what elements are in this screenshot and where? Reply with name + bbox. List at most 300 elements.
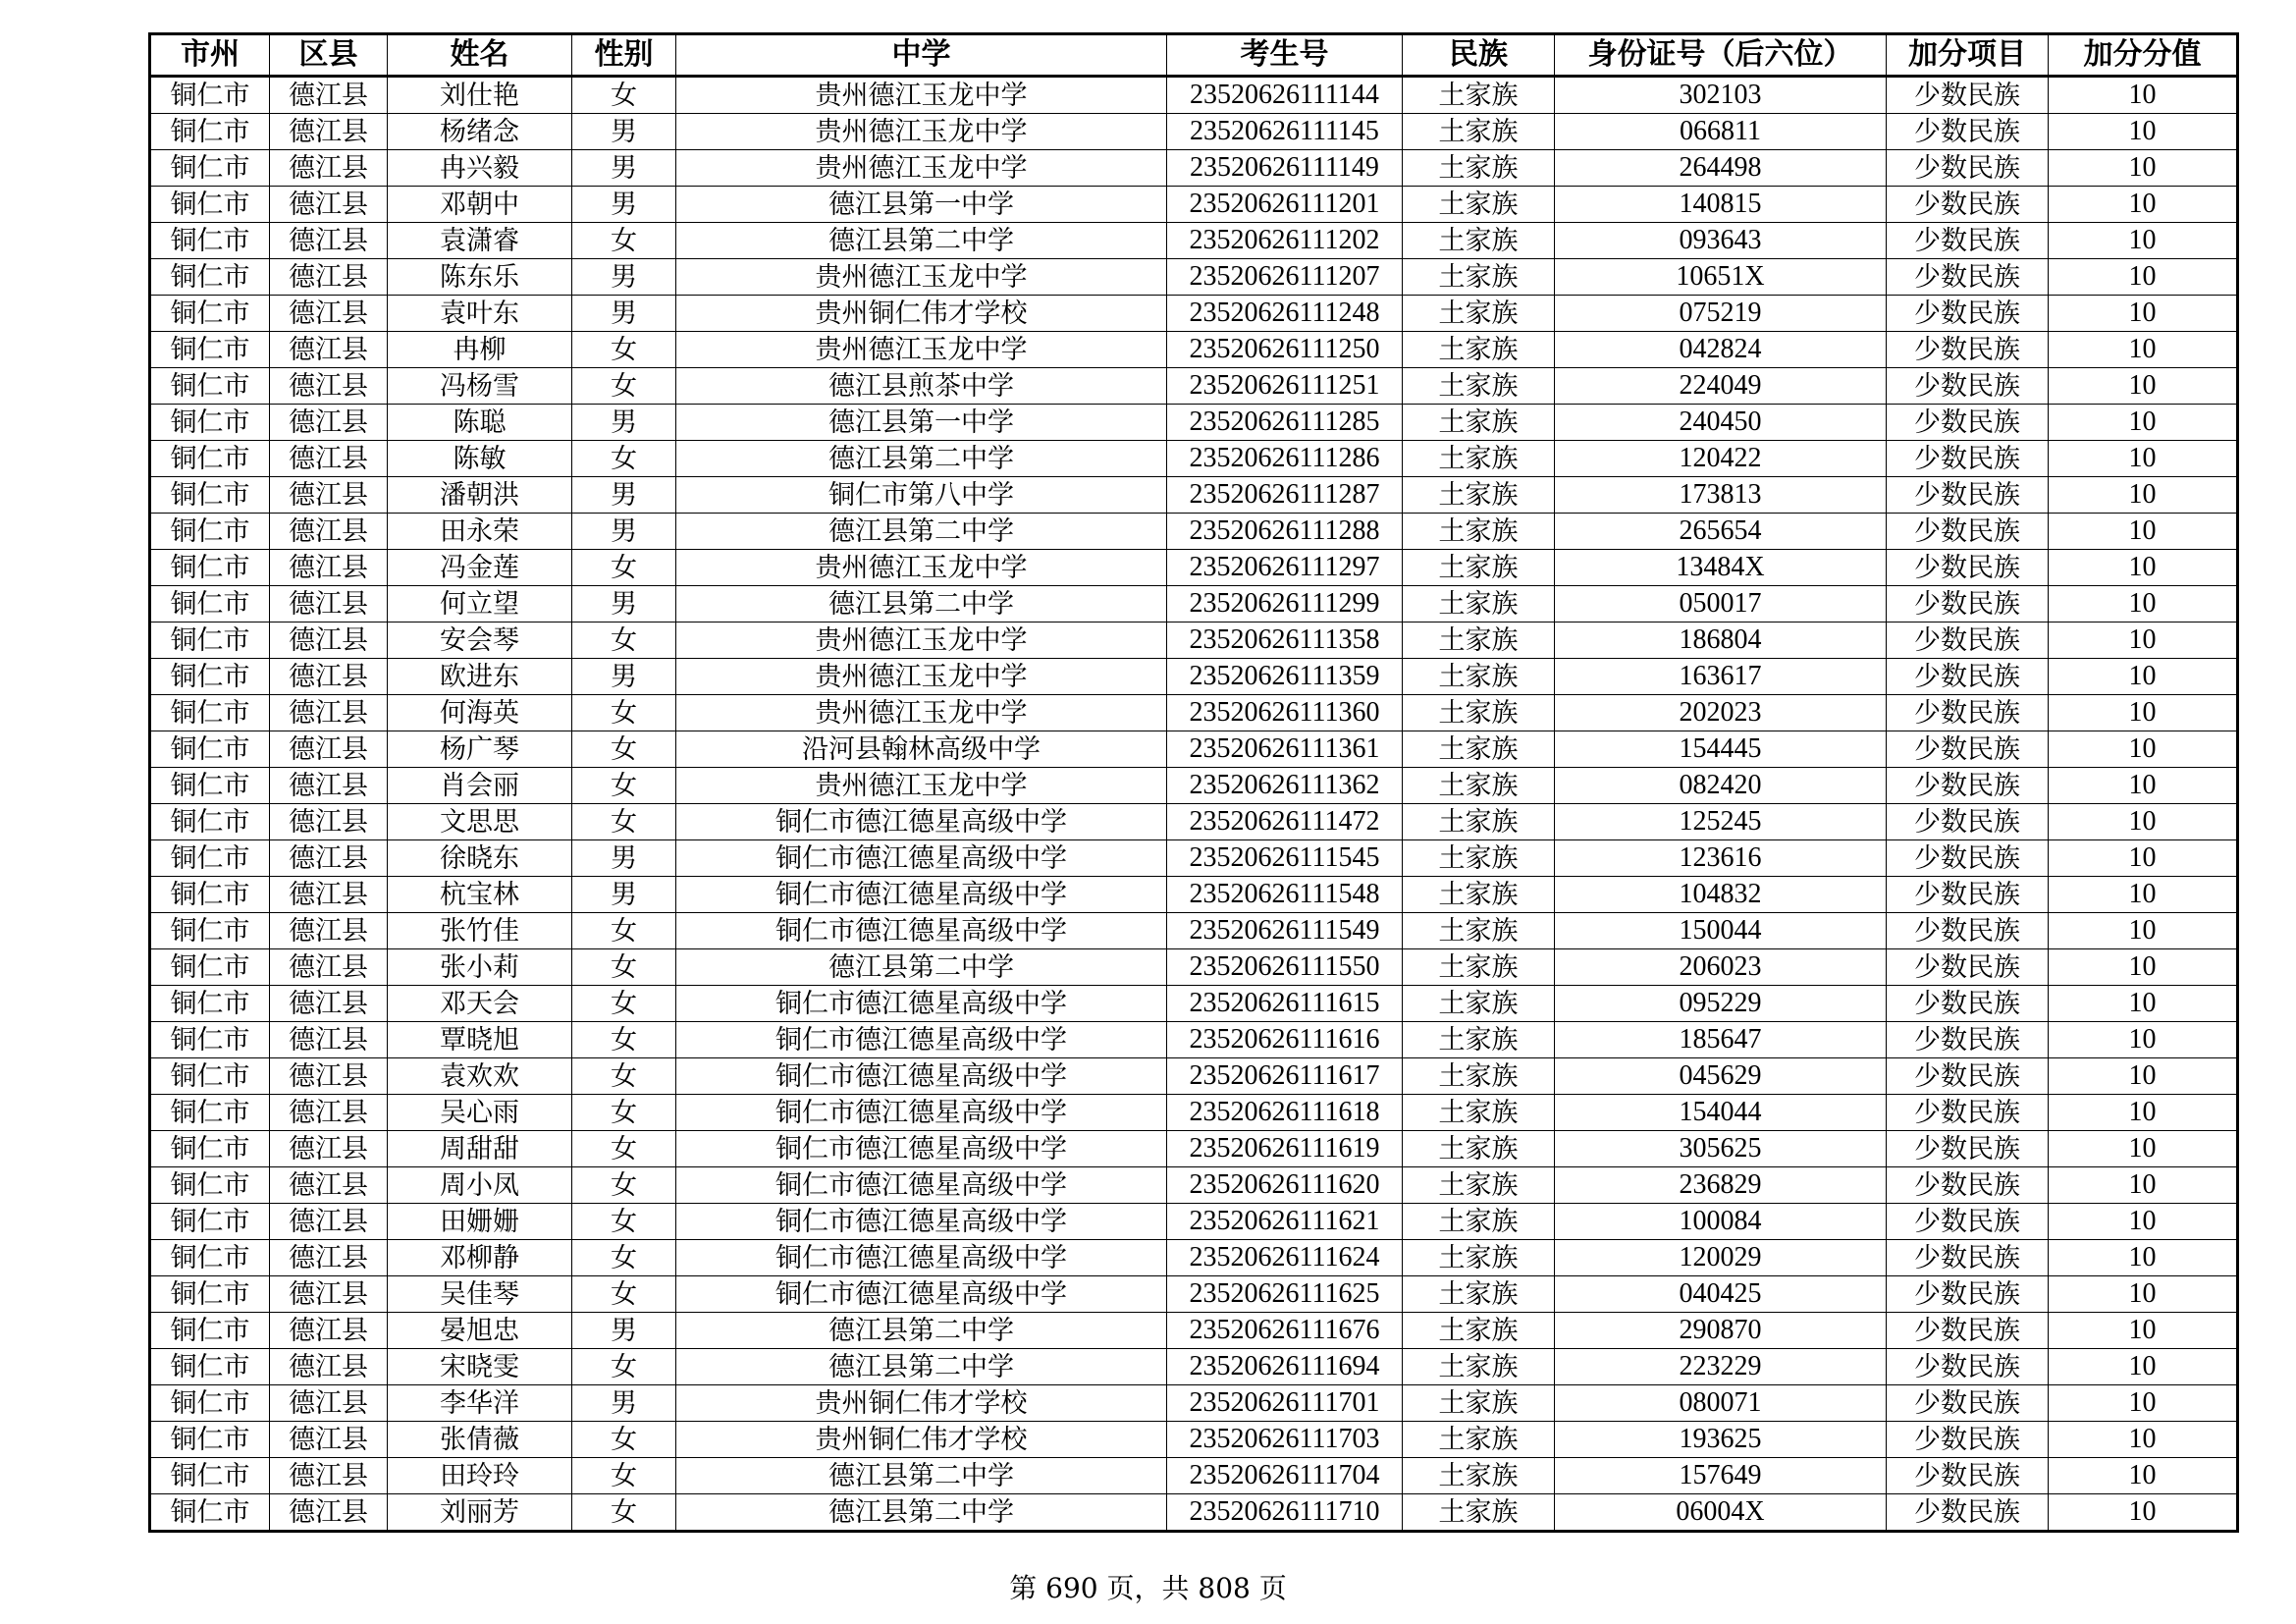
- cell-city: 铜仁市: [150, 731, 270, 768]
- cell-ethnicity: 土家族: [1403, 223, 1555, 259]
- cell-ethnicity: 土家族: [1403, 1167, 1555, 1204]
- cell-school: 德江县第二中学: [676, 1494, 1167, 1532]
- cell-county: 德江县: [270, 623, 388, 659]
- cell-gender: 女: [572, 1276, 676, 1313]
- cell-exam-number: 23520626111710: [1167, 1494, 1403, 1532]
- cell-county: 德江县: [270, 223, 388, 259]
- cell-bonus-item: 少数民族: [1887, 223, 2049, 259]
- cell-bonus-item: 少数民族: [1887, 659, 2049, 695]
- cell-gender: 女: [572, 913, 676, 949]
- cell-gender: 女: [572, 1204, 676, 1240]
- header-city: 市州: [150, 34, 270, 77]
- cell-gender: 女: [572, 368, 676, 405]
- cell-ethnicity: 土家族: [1403, 1313, 1555, 1349]
- table-row: [150, 1058, 2238, 1095]
- cell-ethnicity: 土家族: [1403, 1204, 1555, 1240]
- cell-ethnicity: 土家族: [1403, 1458, 1555, 1494]
- cell-bonus-item: 少数民族: [1887, 986, 2049, 1022]
- cell-ethnicity: 土家族: [1403, 405, 1555, 441]
- cell-bonus-item: 少数民族: [1887, 1131, 2049, 1167]
- cell-name: 田姗姗: [388, 1204, 572, 1240]
- cell-bonus-value: 10: [2049, 259, 2238, 296]
- cell-exam-number: 23520626111549: [1167, 913, 1403, 949]
- cell-ethnicity: 土家族: [1403, 1276, 1555, 1313]
- cell-bonus-item: 少数民族: [1887, 1385, 2049, 1422]
- cell-exam-number: 23520626111704: [1167, 1458, 1403, 1494]
- cell-gender: 女: [572, 1240, 676, 1276]
- cell-id-last-six: 302103: [1555, 77, 1887, 114]
- table-row: [150, 659, 2238, 695]
- cell-name: 张倩薇: [388, 1422, 572, 1458]
- cell-bonus-item: 少数民族: [1887, 332, 2049, 368]
- cell-ethnicity: 土家族: [1403, 586, 1555, 623]
- cell-county: 德江县: [270, 877, 388, 913]
- cell-bonus-value: 10: [2049, 368, 2238, 405]
- cell-county: 德江县: [270, 1422, 388, 1458]
- cell-gender: 女: [572, 731, 676, 768]
- cell-exam-number: 23520626111676: [1167, 1313, 1403, 1349]
- cell-bonus-value: 10: [2049, 187, 2238, 223]
- cell-gender: 女: [572, 1022, 676, 1058]
- cell-gender: 女: [572, 986, 676, 1022]
- cell-bonus-value: 10: [2049, 1458, 2238, 1494]
- cell-id-last-six: 163617: [1555, 659, 1887, 695]
- cell-county: 德江县: [270, 1349, 388, 1385]
- cell-county: 德江县: [270, 659, 388, 695]
- cell-county: 德江县: [270, 1095, 388, 1131]
- cell-name: 邓朝中: [388, 187, 572, 223]
- table-row: [150, 1494, 2238, 1532]
- cell-exam-number: 23520626111625: [1167, 1276, 1403, 1313]
- cell-name: 肖会丽: [388, 768, 572, 804]
- cell-school: 铜仁市德江德星高级中学: [676, 986, 1167, 1022]
- cell-bonus-item: 少数民族: [1887, 550, 2049, 586]
- table-row: [150, 1385, 2238, 1422]
- cell-name: 袁潇睿: [388, 223, 572, 259]
- cell-bonus-value: 10: [2049, 1494, 2238, 1532]
- cell-bonus-value: 10: [2049, 659, 2238, 695]
- cell-gender: 女: [572, 1095, 676, 1131]
- cell-id-last-six: 120029: [1555, 1240, 1887, 1276]
- cell-ethnicity: 土家族: [1403, 1385, 1555, 1422]
- cell-city: 铜仁市: [150, 1276, 270, 1313]
- cell-id-last-six: 095229: [1555, 986, 1887, 1022]
- cell-bonus-item: 少数民族: [1887, 1458, 2049, 1494]
- cell-bonus-item: 少数民族: [1887, 1240, 2049, 1276]
- cell-county: 德江县: [270, 441, 388, 477]
- cell-name: 邓柳静: [388, 1240, 572, 1276]
- table-row: [150, 77, 2238, 114]
- cell-county: 德江县: [270, 187, 388, 223]
- cell-bonus-value: 10: [2049, 1313, 2238, 1349]
- cell-bonus-value: 10: [2049, 949, 2238, 986]
- cell-gender: 女: [572, 804, 676, 840]
- cell-county: 德江县: [270, 1058, 388, 1095]
- table-row: [150, 1095, 2238, 1131]
- cell-name: 杨广琴: [388, 731, 572, 768]
- cell-ethnicity: 土家族: [1403, 259, 1555, 296]
- cell-bonus-value: 10: [2049, 150, 2238, 187]
- cell-school: 贵州德江玉龙中学: [676, 768, 1167, 804]
- cell-school: 德江县第二中学: [676, 1458, 1167, 1494]
- table-row: [150, 913, 2238, 949]
- cell-city: 铜仁市: [150, 623, 270, 659]
- cell-ethnicity: 土家族: [1403, 768, 1555, 804]
- cell-school: 铜仁市德江德星高级中学: [676, 1276, 1167, 1313]
- cell-ethnicity: 土家族: [1403, 514, 1555, 550]
- cell-county: 德江县: [270, 514, 388, 550]
- cell-school: 贵州铜仁伟才学校: [676, 296, 1167, 332]
- cell-city: 铜仁市: [150, 150, 270, 187]
- cell-id-last-six: 125245: [1555, 804, 1887, 840]
- cell-id-last-six: 10651X: [1555, 259, 1887, 296]
- cell-bonus-item: 少数民族: [1887, 1313, 2049, 1349]
- cell-school: 贵州铜仁伟才学校: [676, 1385, 1167, 1422]
- cell-city: 铜仁市: [150, 1022, 270, 1058]
- cell-id-last-six: 154445: [1555, 731, 1887, 768]
- cell-county: 德江县: [270, 1458, 388, 1494]
- cell-bonus-item: 少数民族: [1887, 187, 2049, 223]
- cell-bonus-item: 少数民族: [1887, 441, 2049, 477]
- cell-name: 田永荣: [388, 514, 572, 550]
- table-row: [150, 1422, 2238, 1458]
- cell-name: 杨绪念: [388, 114, 572, 150]
- cell-id-last-six: 13484X: [1555, 550, 1887, 586]
- cell-gender: 女: [572, 1458, 676, 1494]
- cell-county: 德江县: [270, 1167, 388, 1204]
- cell-county: 德江县: [270, 586, 388, 623]
- cell-school: 德江县第二中学: [676, 441, 1167, 477]
- cell-gender: 女: [572, 623, 676, 659]
- cell-bonus-value: 10: [2049, 477, 2238, 514]
- cell-id-last-six: 082420: [1555, 768, 1887, 804]
- cell-county: 德江县: [270, 1494, 388, 1532]
- cell-ethnicity: 土家族: [1403, 731, 1555, 768]
- table-row: [150, 1349, 2238, 1385]
- cell-id-last-six: 202023: [1555, 695, 1887, 731]
- cell-school: 德江县第二中学: [676, 514, 1167, 550]
- cell-bonus-item: 少数民族: [1887, 731, 2049, 768]
- cell-city: 铜仁市: [150, 913, 270, 949]
- cell-bonus-value: 10: [2049, 1240, 2238, 1276]
- cell-ethnicity: 土家族: [1403, 1240, 1555, 1276]
- cell-bonus-item: 少数民族: [1887, 695, 2049, 731]
- cell-bonus-item: 少数民族: [1887, 913, 2049, 949]
- cell-exam-number: 23520626111248: [1167, 296, 1403, 332]
- cell-exam-number: 23520626111358: [1167, 623, 1403, 659]
- footer-prefix: 第: [1009, 1572, 1038, 1604]
- cell-bonus-item: 少数民族: [1887, 623, 2049, 659]
- cell-bonus-item: 少数民族: [1887, 1276, 2049, 1313]
- footer-total-pages: 808: [1198, 1572, 1251, 1604]
- cell-exam-number: 23520626111286: [1167, 441, 1403, 477]
- cell-school: 铜仁市德江德星高级中学: [676, 1167, 1167, 1204]
- cell-school: 铜仁市德江德星高级中学: [676, 1240, 1167, 1276]
- cell-ethnicity: 土家族: [1403, 441, 1555, 477]
- cell-bonus-value: 10: [2049, 768, 2238, 804]
- cell-county: 德江县: [270, 1313, 388, 1349]
- cell-name: 陈敏: [388, 441, 572, 477]
- cell-name: 张竹佳: [388, 913, 572, 949]
- cell-school: 铜仁市德江德星高级中学: [676, 877, 1167, 913]
- cell-ethnicity: 土家族: [1403, 1422, 1555, 1458]
- cell-exam-number: 23520626111207: [1167, 259, 1403, 296]
- cell-school: 德江县第二中学: [676, 1349, 1167, 1385]
- cell-gender: 男: [572, 1385, 676, 1422]
- header-id-last-six: 身份证号（后六位）: [1555, 34, 1887, 77]
- cell-bonus-value: 10: [2049, 441, 2238, 477]
- table-row: [150, 623, 2238, 659]
- cell-bonus-value: 10: [2049, 114, 2238, 150]
- cell-exam-number: 23520626111145: [1167, 114, 1403, 150]
- cell-county: 德江县: [270, 1131, 388, 1167]
- cell-id-last-six: 075219: [1555, 296, 1887, 332]
- cell-school: 贵州德江玉龙中学: [676, 114, 1167, 150]
- cell-bonus-item: 少数民族: [1887, 1422, 2049, 1458]
- cell-bonus-value: 10: [2049, 1276, 2238, 1313]
- cell-ethnicity: 土家族: [1403, 77, 1555, 114]
- cell-city: 铜仁市: [150, 1204, 270, 1240]
- cell-id-last-six: 290870: [1555, 1313, 1887, 1349]
- cell-ethnicity: 土家族: [1403, 296, 1555, 332]
- cell-id-last-six: 224049: [1555, 368, 1887, 405]
- cell-name: 袁叶东: [388, 296, 572, 332]
- cell-exam-number: 23520626111202: [1167, 223, 1403, 259]
- table-row: [150, 150, 2238, 187]
- table-row: [150, 877, 2238, 913]
- cell-name: 安会琴: [388, 623, 572, 659]
- cell-school: 德江县第二中学: [676, 223, 1167, 259]
- cell-id-last-six: 093643: [1555, 223, 1887, 259]
- footer-current-page: 690: [1045, 1572, 1098, 1604]
- cell-school: 铜仁市第八中学: [676, 477, 1167, 514]
- cell-school: 铜仁市德江德星高级中学: [676, 1131, 1167, 1167]
- cell-school: 贵州德江玉龙中学: [676, 695, 1167, 731]
- cell-exam-number: 23520626111619: [1167, 1131, 1403, 1167]
- cell-gender: 女: [572, 332, 676, 368]
- cell-gender: 女: [572, 1422, 676, 1458]
- cell-ethnicity: 土家族: [1403, 114, 1555, 150]
- cell-city: 铜仁市: [150, 514, 270, 550]
- cell-exam-number: 23520626111251: [1167, 368, 1403, 405]
- cell-ethnicity: 土家族: [1403, 1095, 1555, 1131]
- cell-id-last-six: 193625: [1555, 1422, 1887, 1458]
- cell-exam-number: 23520626111287: [1167, 477, 1403, 514]
- cell-bonus-value: 10: [2049, 1095, 2238, 1131]
- cell-county: 德江县: [270, 405, 388, 441]
- cell-name: 吴佳琴: [388, 1276, 572, 1313]
- cell-exam-number: 23520626111299: [1167, 586, 1403, 623]
- cell-bonus-item: 少数民族: [1887, 514, 2049, 550]
- cell-county: 德江县: [270, 949, 388, 986]
- cell-exam-number: 23520626111201: [1167, 187, 1403, 223]
- table-row: [150, 804, 2238, 840]
- cell-school: 贵州德江玉龙中学: [676, 623, 1167, 659]
- cell-name: 何海英: [388, 695, 572, 731]
- cell-gender: 男: [572, 187, 676, 223]
- cell-city: 铜仁市: [150, 1349, 270, 1385]
- cell-county: 德江县: [270, 368, 388, 405]
- cell-ethnicity: 土家族: [1403, 1494, 1555, 1532]
- cell-id-last-six: 240450: [1555, 405, 1887, 441]
- header-row: [150, 34, 2238, 77]
- cell-exam-number: 23520626111701: [1167, 1385, 1403, 1422]
- cell-name: 文思思: [388, 804, 572, 840]
- cell-bonus-item: 少数民族: [1887, 296, 2049, 332]
- cell-ethnicity: 土家族: [1403, 368, 1555, 405]
- cell-gender: 男: [572, 586, 676, 623]
- cell-gender: 女: [572, 223, 676, 259]
- cell-ethnicity: 土家族: [1403, 1349, 1555, 1385]
- cell-school: 沿河县翰林高级中学: [676, 731, 1167, 768]
- cell-bonus-value: 10: [2049, 1131, 2238, 1167]
- cell-id-last-six: 223229: [1555, 1349, 1887, 1385]
- cell-city: 铜仁市: [150, 550, 270, 586]
- cell-county: 德江县: [270, 804, 388, 840]
- cell-school: 铜仁市德江德星高级中学: [676, 804, 1167, 840]
- table-row: [150, 477, 2238, 514]
- table-row: [150, 550, 2238, 586]
- table-row: [150, 986, 2238, 1022]
- cell-bonus-item: 少数民族: [1887, 259, 2049, 296]
- cell-exam-number: 23520626111615: [1167, 986, 1403, 1022]
- cell-ethnicity: 土家族: [1403, 1131, 1555, 1167]
- cell-county: 德江县: [270, 1385, 388, 1422]
- cell-school: 贵州德江玉龙中学: [676, 150, 1167, 187]
- cell-bonus-value: 10: [2049, 1167, 2238, 1204]
- cell-county: 德江县: [270, 477, 388, 514]
- cell-gender: 女: [572, 1494, 676, 1532]
- cell-city: 铜仁市: [150, 114, 270, 150]
- cell-bonus-value: 10: [2049, 223, 2238, 259]
- cell-bonus-item: 少数民族: [1887, 405, 2049, 441]
- cell-gender: 女: [572, 441, 676, 477]
- cell-school: 德江县第二中学: [676, 1313, 1167, 1349]
- table-row: [150, 223, 2238, 259]
- cell-bonus-value: 10: [2049, 623, 2238, 659]
- cell-bonus-value: 10: [2049, 986, 2238, 1022]
- table-row: [150, 1313, 2238, 1349]
- cell-bonus-value: 10: [2049, 877, 2238, 913]
- cell-county: 德江县: [270, 840, 388, 877]
- cell-id-last-six: 264498: [1555, 150, 1887, 187]
- cell-id-last-six: 236829: [1555, 1167, 1887, 1204]
- cell-city: 铜仁市: [150, 332, 270, 368]
- table-row: [150, 949, 2238, 986]
- cell-bonus-value: 10: [2049, 1385, 2238, 1422]
- cell-exam-number: 23520626111620: [1167, 1167, 1403, 1204]
- cell-county: 德江县: [270, 986, 388, 1022]
- cell-county: 德江县: [270, 695, 388, 731]
- cell-id-last-six: 050017: [1555, 586, 1887, 623]
- cell-exam-number: 23520626111288: [1167, 514, 1403, 550]
- cell-city: 铜仁市: [150, 477, 270, 514]
- cell-city: 铜仁市: [150, 1458, 270, 1494]
- table-row: [150, 1240, 2238, 1276]
- cell-name: 杭宝林: [388, 877, 572, 913]
- cell-name: 冯金莲: [388, 550, 572, 586]
- cell-name: 冯杨雪: [388, 368, 572, 405]
- cell-county: 德江县: [270, 731, 388, 768]
- cell-ethnicity: 土家族: [1403, 659, 1555, 695]
- cell-bonus-item: 少数民族: [1887, 1494, 2049, 1532]
- cell-id-last-six: 120422: [1555, 441, 1887, 477]
- cell-school: 贵州德江玉龙中学: [676, 659, 1167, 695]
- cell-school: 贵州铜仁伟才学校: [676, 1422, 1167, 1458]
- cell-county: 德江县: [270, 296, 388, 332]
- table-row: [150, 296, 2238, 332]
- cell-ethnicity: 土家族: [1403, 913, 1555, 949]
- cell-city: 铜仁市: [150, 441, 270, 477]
- cell-id-last-six: 123616: [1555, 840, 1887, 877]
- cell-gender: 男: [572, 1313, 676, 1349]
- table-row: [150, 514, 2238, 550]
- cell-gender: 女: [572, 1058, 676, 1095]
- cell-exam-number: 23520626111550: [1167, 949, 1403, 986]
- cell-name: 刘仕艳: [388, 77, 572, 114]
- cell-city: 铜仁市: [150, 1167, 270, 1204]
- cell-city: 铜仁市: [150, 877, 270, 913]
- cell-gender: 男: [572, 259, 676, 296]
- cell-county: 德江县: [270, 259, 388, 296]
- cell-county: 德江县: [270, 1240, 388, 1276]
- cell-school: 贵州德江玉龙中学: [676, 550, 1167, 586]
- cell-name: 徐晓东: [388, 840, 572, 877]
- table-row: [150, 695, 2238, 731]
- cell-city: 铜仁市: [150, 840, 270, 877]
- cell-id-last-six: 040425: [1555, 1276, 1887, 1313]
- cell-school: 德江县煎茶中学: [676, 368, 1167, 405]
- cell-exam-number: 23520626111144: [1167, 77, 1403, 114]
- header-exam-number: 考生号: [1167, 34, 1403, 77]
- cell-bonus-item: 少数民族: [1887, 1022, 2049, 1058]
- cell-county: 德江县: [270, 150, 388, 187]
- cell-name: 冉兴毅: [388, 150, 572, 187]
- cell-bonus-item: 少数民族: [1887, 804, 2049, 840]
- cell-ethnicity: 土家族: [1403, 187, 1555, 223]
- cell-school: 贵州德江玉龙中学: [676, 332, 1167, 368]
- cell-gender: 女: [572, 550, 676, 586]
- cell-city: 铜仁市: [150, 1385, 270, 1422]
- cell-bonus-item: 少数民族: [1887, 1058, 2049, 1095]
- table-row: [150, 1167, 2238, 1204]
- cell-school: 德江县第二中学: [676, 949, 1167, 986]
- cell-city: 铜仁市: [150, 368, 270, 405]
- header-name: 姓名: [388, 34, 572, 77]
- cell-id-last-six: 173813: [1555, 477, 1887, 514]
- cell-ethnicity: 土家族: [1403, 695, 1555, 731]
- cell-gender: 女: [572, 77, 676, 114]
- table-row: [150, 1276, 2238, 1313]
- cell-bonus-item: 少数民族: [1887, 1349, 2049, 1385]
- header-ethnicity: 民族: [1403, 34, 1555, 77]
- table-row: [150, 405, 2238, 441]
- cell-exam-number: 23520626111360: [1167, 695, 1403, 731]
- cell-bonus-value: 10: [2049, 1422, 2238, 1458]
- table-row: [150, 114, 2238, 150]
- cell-school: 铜仁市德江德星高级中学: [676, 1204, 1167, 1240]
- cell-ethnicity: 土家族: [1403, 477, 1555, 514]
- cell-exam-number: 23520626111472: [1167, 804, 1403, 840]
- cell-school: 铜仁市德江德星高级中学: [676, 1022, 1167, 1058]
- cell-gender: 男: [572, 659, 676, 695]
- cell-exam-number: 23520626111285: [1167, 405, 1403, 441]
- cell-bonus-value: 10: [2049, 550, 2238, 586]
- table-row: [150, 731, 2238, 768]
- cell-name: 何立望: [388, 586, 572, 623]
- table-row: [150, 187, 2238, 223]
- cell-school: 铜仁市德江德星高级中学: [676, 840, 1167, 877]
